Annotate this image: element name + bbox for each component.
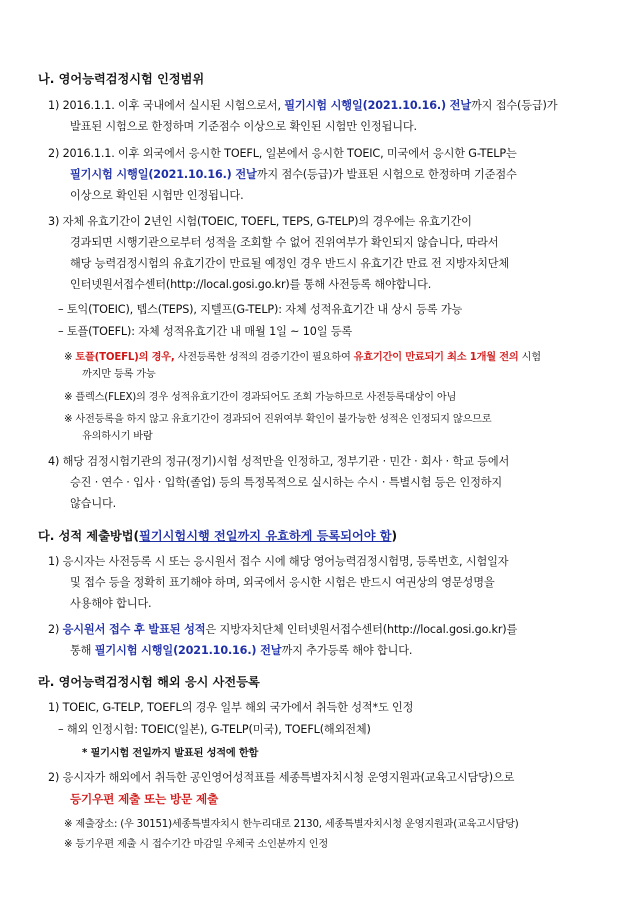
item-ra-2-line-2: 등기우편 제출 또는 방문 제출 (70, 792, 219, 806)
section-title-na: 나. 영어능력검정시험 인정범위 (38, 72, 205, 86)
exam-date-highlight: 필기시험 시행일(2021.10.16.) 전날 (94, 644, 282, 657)
item-na-3-line-3: 해당 능력검정시험의 유효기간이 만료될 예정인 경우 반드시 유효기간 만료 전 지방자치단체 (70, 257, 510, 270)
item-da-1-line-3: 사용해야 합니다. (70, 597, 152, 610)
note-toefl-line-2: 까지만 등록 가능 (82, 369, 156, 380)
item-ra-2-line-1: 2) 응시자가 해외에서 취득한 공인영어성적표를 세종특별자치시청 운영지원과(교육고시담당)으로 (48, 771, 515, 784)
item-na-1-line-1: 1) 2016.1.1. 이후 국내에서 실시된 시험으로서, 필기시험 시행일(2021.10.16.) 전날까지 접수(등급)가 (48, 99, 558, 112)
footnote-star: * 필기시험 전일까지 발표된 성적에 한함 (82, 748, 259, 759)
note-registered-mail: ※ 등기우편 제출 시 접수기간 마감일 우체국 소인분까지 인정 (64, 839, 329, 850)
item-na-3-line-4: 인터넷원서접수센터(http://local.gosi.go.kr)를 통해 사전등록 해야합니다. (70, 278, 432, 291)
item-na-1-line-2: 발표된 시험으로 한정하며 기준점수 이상으로 확인된 시험만 인정됩니다. (70, 120, 417, 133)
dash-item-toefl: – 토플(TOEFL): 자체 성적유효기간 내 매월 1일 ~ 10일 등록 (58, 325, 353, 338)
note-submission-place: ※ 제출장소: (우 30151)세종특별자치시 한누리대로 2130, 세종특별자치시청 운영지원과(교육고시담당) (64, 819, 519, 830)
item-na-2-line-3: 이상으로 확인된 시험만 인정됩니다. (70, 189, 244, 202)
dash-item-overseas: – 해외 인정시험: TOEIC(일본), G-TELP(미국), TOEFL(해외전체) (58, 723, 371, 736)
item-na-2-line-2: 필기시험 시행일(2021.10.16.) 전날까지 점수(등급)가 발표된 시험으로 한정하며 기준점수 (70, 168, 517, 181)
note-flex: ※ 플렉스(FLEX)의 경우 성적유효기간이 경과되어도 조회 가능하므로 사전등록대상이 아님 (64, 392, 457, 403)
item-na-4-line-1: 4) 해당 검정시험기관의 정규(정기)시험 성적만을 인정하고, 정부기관 · 민간 · 회사 · 학교 등에서 (48, 455, 510, 468)
section-title-ra: 라. 영어능력검정시험 해외 응시 사전등록 (38, 675, 260, 689)
dash-item-toeic: – 토익(TOEIC), 텝스(TEPS), 지텔프(G-TELP): 자체 성적유효기간 내 상시 등록 가능 (58, 303, 463, 316)
note-preregister-line-1: ※ 사전등록을 하지 않고 유효기간이 경과되어 진위여부 확인이 불가능한 성적은 인정되지 않으므로 (64, 414, 492, 425)
exam-date-highlight: 필기시험 시행일(2021.10.16.) 전날 (284, 99, 471, 112)
item-na-3-line-1: 3) 자체 유효기간이 2년인 시험(TOEIC, TOEFL, TEPS, G-TELP)의 경우에는 유효기간이 (48, 215, 472, 228)
item-da-2-line-1: 2) 응시원서 접수 후 발표된 성적은 지방자치단체 인터넷원서접수센터(http://local.gosi.go.kr)를 (48, 623, 518, 636)
exam-date-highlight: 필기시험 시행일(2021.10.16.) 전날 (70, 168, 257, 181)
item-da-1-line-2: 및 접수 등을 정확히 표기해야 하며, 외국에서 응시한 시험은 반드시 여권상의 영문성명을 (70, 576, 495, 589)
item-na-4-line-3: 않습니다. (70, 497, 117, 510)
item-na-3-line-2: 경과되면 시행기관으로부터 성적을 조회할 수 없어 진위여부가 확인되지 않습니다, 따라서 (70, 236, 499, 249)
section-title-da: 다. 성적 제출방법(필기시험시행 전일까지 유효하게 등록되어야 함) (38, 529, 398, 543)
item-da-1-line-1: 1) 응시자는 사전등록 시 또는 응시원서 접수 시에 해당 영어능력검정시험명, 등록번호, 시험일자 (48, 555, 509, 568)
item-ra-1: 1) TOEIC, G-TELP, TOEFL의 경우 일부 해외 국가에서 취득한 성적*도 인정 (48, 701, 414, 714)
note-toefl-line-1: ※ 토플(TOEFL)의 경우, 사전등록한 성적의 검증기간이 필요하여 유효기간이 만료되기 최소 1개월 전의 시험 (64, 352, 541, 363)
item-da-2-line-2: 통해 필기시험 시행일(2021.10.16.) 전날까지 추가등록 해야 합니다. (70, 644, 413, 657)
deadline-highlight: 필기시험시행 전일까지 유효하게 등록되어야 함 (139, 529, 392, 543)
item-na-4-line-2: 승진 · 연수 · 입사 · 입학(졸업) 등의 특정목적으로 실시하는 수시 · 특별시험 등은 인정하지 (70, 476, 503, 489)
item-na-2-line-1: 2) 2016.1.1. 이후 외국에서 응시한 TOEFL, 일본에서 응시한 TOEIC, 미국에서 응시한 G-TELP는 (48, 147, 517, 160)
note-preregister-line-2: 유의하시기 바람 (82, 431, 153, 442)
